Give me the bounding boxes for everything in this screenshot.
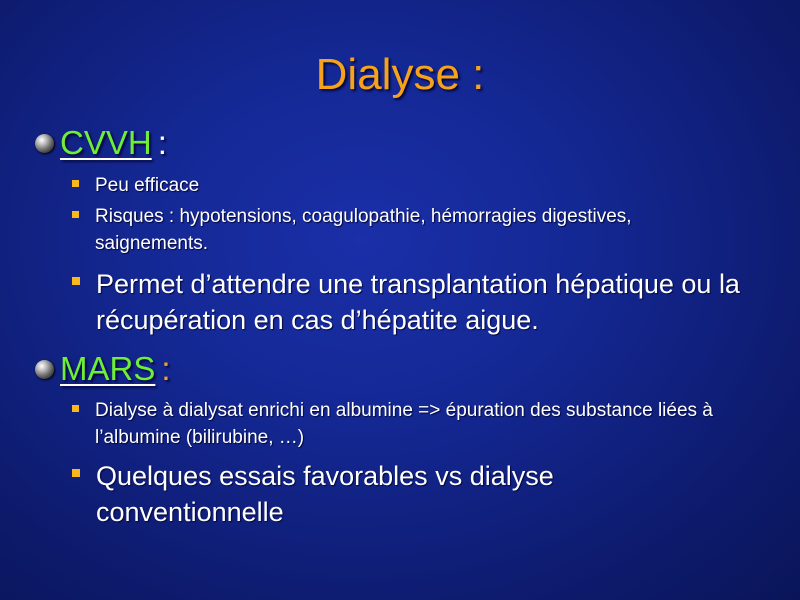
sphere-bullet-icon [35,134,54,153]
list-item-text: Quelques essais favorables vs dialyse conventionnelle [96,461,554,527]
section-heading-cvvh [35,124,167,162]
sphere-bullet-icon [35,360,54,379]
list-item [72,203,772,257]
square-bullet-icon [72,180,79,187]
square-bullet-icon [72,469,80,477]
slide-title: Dialyse : [315,50,485,99]
heading-colon: : [161,350,171,387]
heading-text: CVVH [60,124,152,161]
square-bullet-icon [72,405,79,412]
heading-text: MARS [60,350,156,387]
list-item-text: Peu efficace [95,175,200,196]
list-item-text: Permet d’attendre une transplantation hépatique ou la récupération en cas d’hépatite aigue. [96,269,740,335]
list-item [72,458,772,530]
heading-colon: : [157,124,167,161]
square-bullet-icon [72,277,80,285]
section-heading-mars [35,350,171,388]
list-item [72,397,772,451]
list-item-text: Dialyse à dialysat enrichi en albumine => épuration des substance liées à l’albumine (bilirubine, …) [95,400,713,448]
list-item-text: Risques : hypotensions, coagulopathie, hémorragies digestives, saignements. [95,206,632,254]
square-bullet-icon [72,211,79,218]
list-item [72,266,772,338]
list-item [72,172,772,199]
